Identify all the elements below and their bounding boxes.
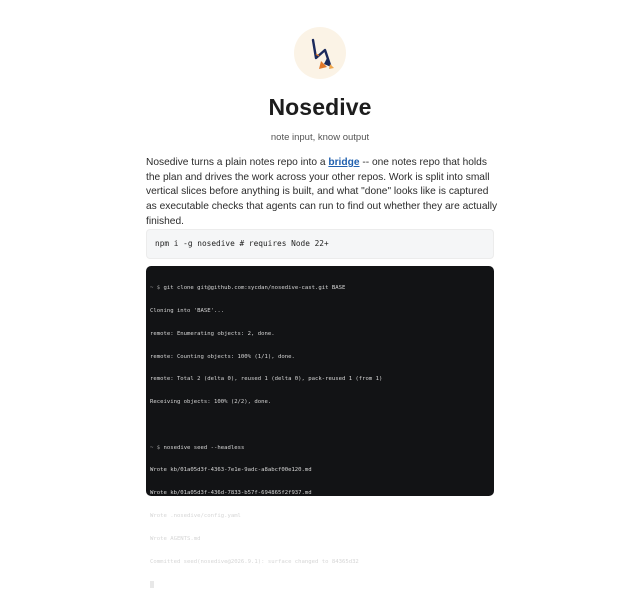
terminal-line [150,513,382,521]
bridge-link[interactable]: bridge [328,157,360,168]
terminal-line [150,331,382,339]
logo [294,27,346,79]
terminal-line [150,490,382,498]
terminal-line [150,376,382,384]
terminal-window [146,266,494,565]
terminal-text: Committed seed(nosedive@2026.9.1): surface changed to 84365d32 [150,558,359,565]
terminal-text: Cloning into 'BASE'... [150,307,225,314]
terminal-text: remote: Total 2 (delta 0), reused 1 (delta 0), pack-reused 1 (from 1) [150,376,383,383]
intro-text-end: -- one notes repo that holds the plan and drives the work across your other repos. Work is split into small vertical slices before anything is built, and what "done" looks like is captured as executable checks that agents can run to find out whether they are actually finished. [146,157,498,227]
terminal-text: Wrote kb/01a05d3f-4363-7e1e-9adc-a8abcf00e120.md [150,467,312,474]
terminal-line [150,536,382,544]
terminal-output [150,270,382,604]
terminal-text: remote: Counting objects: 100% (1/1), done. [150,353,295,360]
terminal-line [150,559,382,567]
terminal-cursor [150,581,154,588]
install-command-box [146,229,494,259]
terminal-line [150,422,382,430]
terminal-text: Wrote kb/01a05d3f-436d-7833-b57f-694865f2f937.md [150,490,312,497]
terminal-line [150,467,382,475]
terminal-prompt: ~ $ [150,444,164,451]
terminal-line [150,285,382,293]
terminal-line [150,354,382,362]
nosedive-logo-icon [294,27,346,79]
terminal-prompt: ~ $ [150,285,164,292]
terminal-line [150,445,382,453]
terminal-text: nosedive seed --headless [163,444,245,451]
terminal-text: remote: Enumerating objects: 2, done. [150,330,275,337]
terminal-text: Wrote .nosedive/config.yaml [150,513,241,519]
terminal-line [150,581,382,589]
terminal-line [150,308,382,316]
tagline: note input, know output [270,132,370,143]
intro-paragraph [146,156,498,230]
terminal-line [150,399,382,407]
install-command[interactable]: npm i -g nosedive # requires Node 22+ [155,239,329,248]
intro-text-start: Nosedive turns a plain notes repo into a [146,157,329,168]
terminal-text: Receiving objects: 100% (2/2), done. [150,399,272,406]
terminal-text: git clone git@github.com:sycdan/nosedive-cast.git BASE [163,285,346,292]
page-title: Nosedive [268,94,372,120]
terminal-text: Wrote AGENTS.md [150,535,201,542]
